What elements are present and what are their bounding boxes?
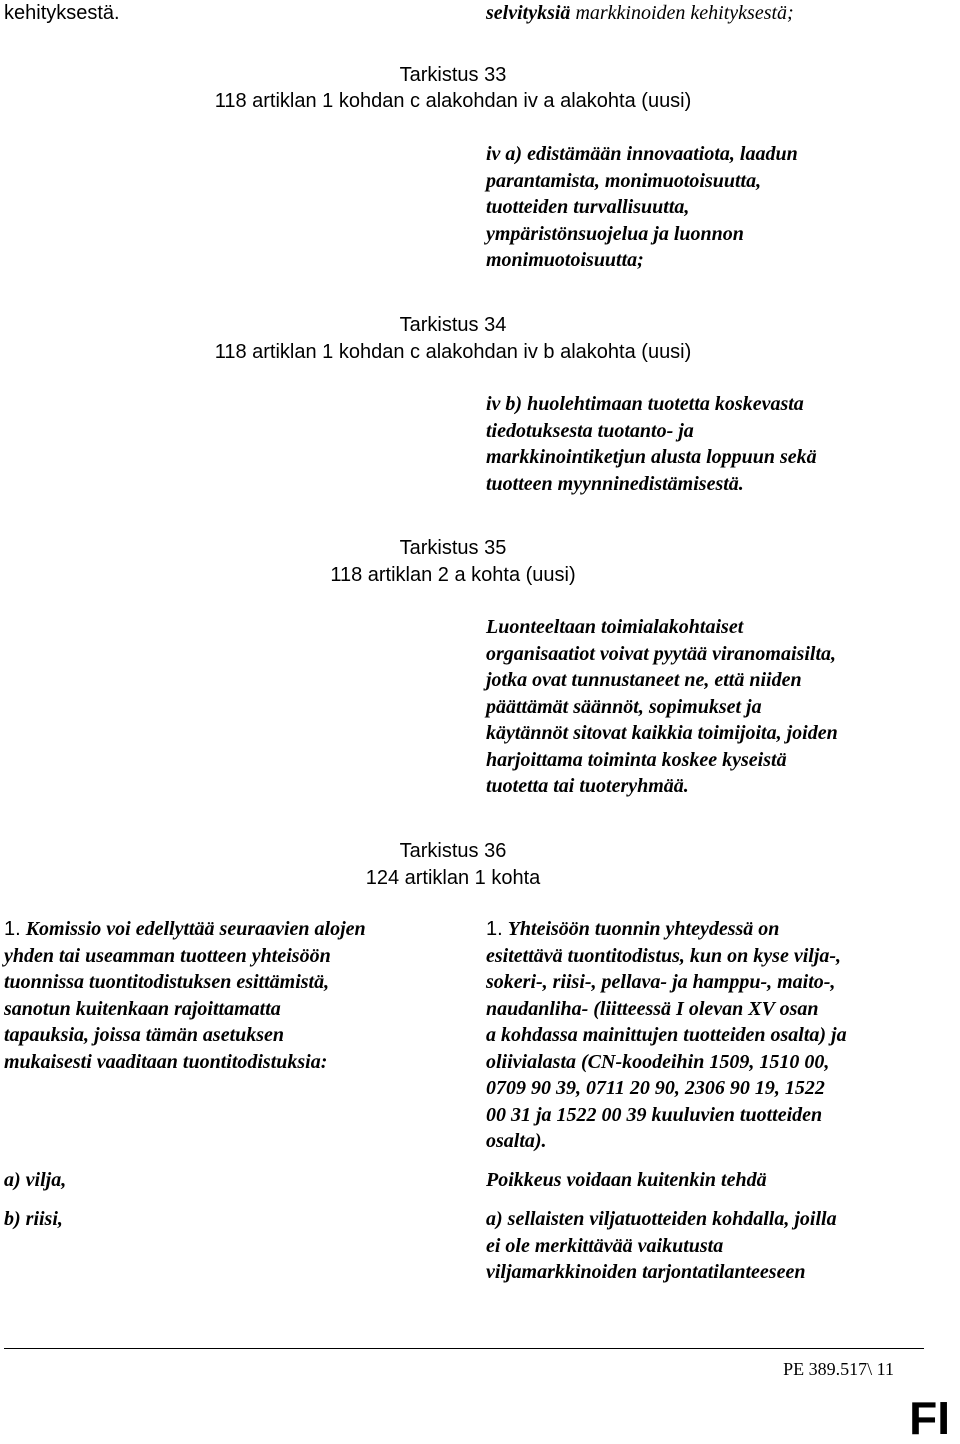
exception-item-a — [486, 1206, 926, 1286]
text-line: tuotteiden turvallisuutta, — [486, 196, 690, 218]
text-line: tuotteen myynninedistämisestä. — [486, 472, 744, 495]
text-line: tiedotuksesta tuotanto- ja — [486, 419, 694, 442]
text-line: yhden tai useamman tuotteen yhteisöön — [4, 944, 331, 967]
amendment-36-reference: 124 artiklan 1 kohta — [365, 867, 541, 889]
text-line: tuotetta tai tuoteryhmää. — [486, 775, 689, 797]
text-line: ympäristönsuojelua ja luonnon — [486, 222, 744, 245]
text-line: iv a) edistämään innovaatiota, laadun — [486, 143, 798, 165]
text-line: päättämät säännöt, sopimukset ja — [486, 695, 762, 718]
amendment-35-reference: 118 artiklan 2 a kohta (uusi) — [330, 564, 576, 586]
exception-text: Poikkeus voidaan kuitenkin tehdä — [486, 1169, 767, 1191]
text-line: naudanliha- (liitteessä I olevan XV osan — [486, 997, 819, 1020]
text-line: parantamista, monimuotoisuutta, — [486, 169, 762, 192]
text-line: harjoittama toiminta koskee kyseistä — [486, 748, 787, 771]
carryover-right-rest: markkinoiden kehityksestä; — [570, 2, 794, 24]
carryover-right-bold: selvityksiä — [486, 2, 571, 24]
text-line — [4, 916, 444, 943]
text-line: osalta). — [486, 1130, 547, 1152]
amendment-33-reference: 118 artiklan 1 kohdan c alakohdan iv a alakohta (uusi) — [214, 90, 692, 112]
text-line: sanotun kuitenkaan rajoittamatta — [4, 997, 281, 1020]
text-line: Luonteeltaan toimialakohtaiset — [486, 616, 744, 638]
text-line: jotka ovat tunnustaneet ne, että niiden — [486, 669, 802, 691]
carryover-right-text — [486, 0, 794, 27]
text-line: organisaatiot voivat pyytää viranomaisilta, — [486, 642, 836, 665]
text-span: Yhteisöön tuonnin yhteydessä on — [507, 918, 780, 940]
amendment-34-title: Tarkistus 34 — [399, 314, 507, 336]
original-text-paragraph — [4, 916, 444, 1075]
paragraph-number: 1. — [4, 918, 21, 940]
amended-text-paragraph — [486, 916, 926, 1155]
text-line: esitettävä tuontitodistus, kun on kyse vilja-, — [486, 944, 842, 967]
text-line: markkinointiketjun alusta loppuun sekä — [486, 446, 817, 468]
amendment-34-reference: 118 artiklan 1 kohdan c alakohdan iv b alakohta (uusi) — [214, 341, 692, 363]
amendment-34-text — [486, 391, 926, 497]
page-reference: PE 389.517\ 11 — [783, 1359, 894, 1379]
text-line: 00 31 ja 1522 00 39 kuuluvien tuotteiden — [486, 1103, 823, 1126]
text-line: 0709 90 39, 0711 20 90, 2306 90 19, 1522 — [486, 1077, 825, 1099]
amendment-35-title: Tarkistus 35 — [399, 537, 507, 559]
list-item-a: a) vilja, — [4, 1169, 67, 1191]
amendment-33-title: Tarkistus 33 — [399, 64, 507, 86]
text-line: mukaisesti vaaditaan tuontitodistuksia: — [4, 1050, 328, 1073]
text-line: tapauksia, joissa tämän asetuksen — [4, 1024, 285, 1046]
text-span: Komissio voi edellyttää seuraavien alojen — [25, 918, 366, 940]
amendment-36-title: Tarkistus 36 — [399, 840, 507, 862]
amendment-35-text — [486, 614, 926, 800]
text-line — [486, 916, 926, 943]
footer-divider — [4, 1348, 924, 1349]
text-line: a kohdassa mainittujen tuotteiden osalta) ja — [486, 1024, 847, 1046]
language-code: FI — [909, 1392, 950, 1444]
text-line: käytännöt sitovat kaikkia toimijoita, joiden — [486, 722, 838, 744]
paragraph-number: 1. — [486, 918, 503, 940]
text-line: viljamarkkinoiden tarjontatilanteeseen — [486, 1261, 806, 1283]
text-line: oliivialasta (CN-koodeihin 1509, 1510 00, — [486, 1050, 830, 1073]
text-line: iv b) huolehtimaan tuotetta koskevasta — [486, 393, 804, 415]
list-item-b: b) riisi, — [4, 1208, 63, 1230]
text-line: sokeri-, riisi-, pellava- ja hamppu-, maito-, — [486, 971, 836, 993]
text-line: a) sellaisten viljatuotteiden kohdalla, joilla — [486, 1208, 837, 1230]
carryover-left-text: kehityksestä. — [4, 2, 120, 24]
text-line: ei ole merkittävää vaikutusta — [486, 1234, 724, 1257]
text-line: tuonnissa tuontitodistuksen esittämistä, — [4, 971, 330, 993]
amendment-33-text — [486, 141, 926, 274]
text-line: monimuotoisuutta; — [486, 249, 644, 271]
